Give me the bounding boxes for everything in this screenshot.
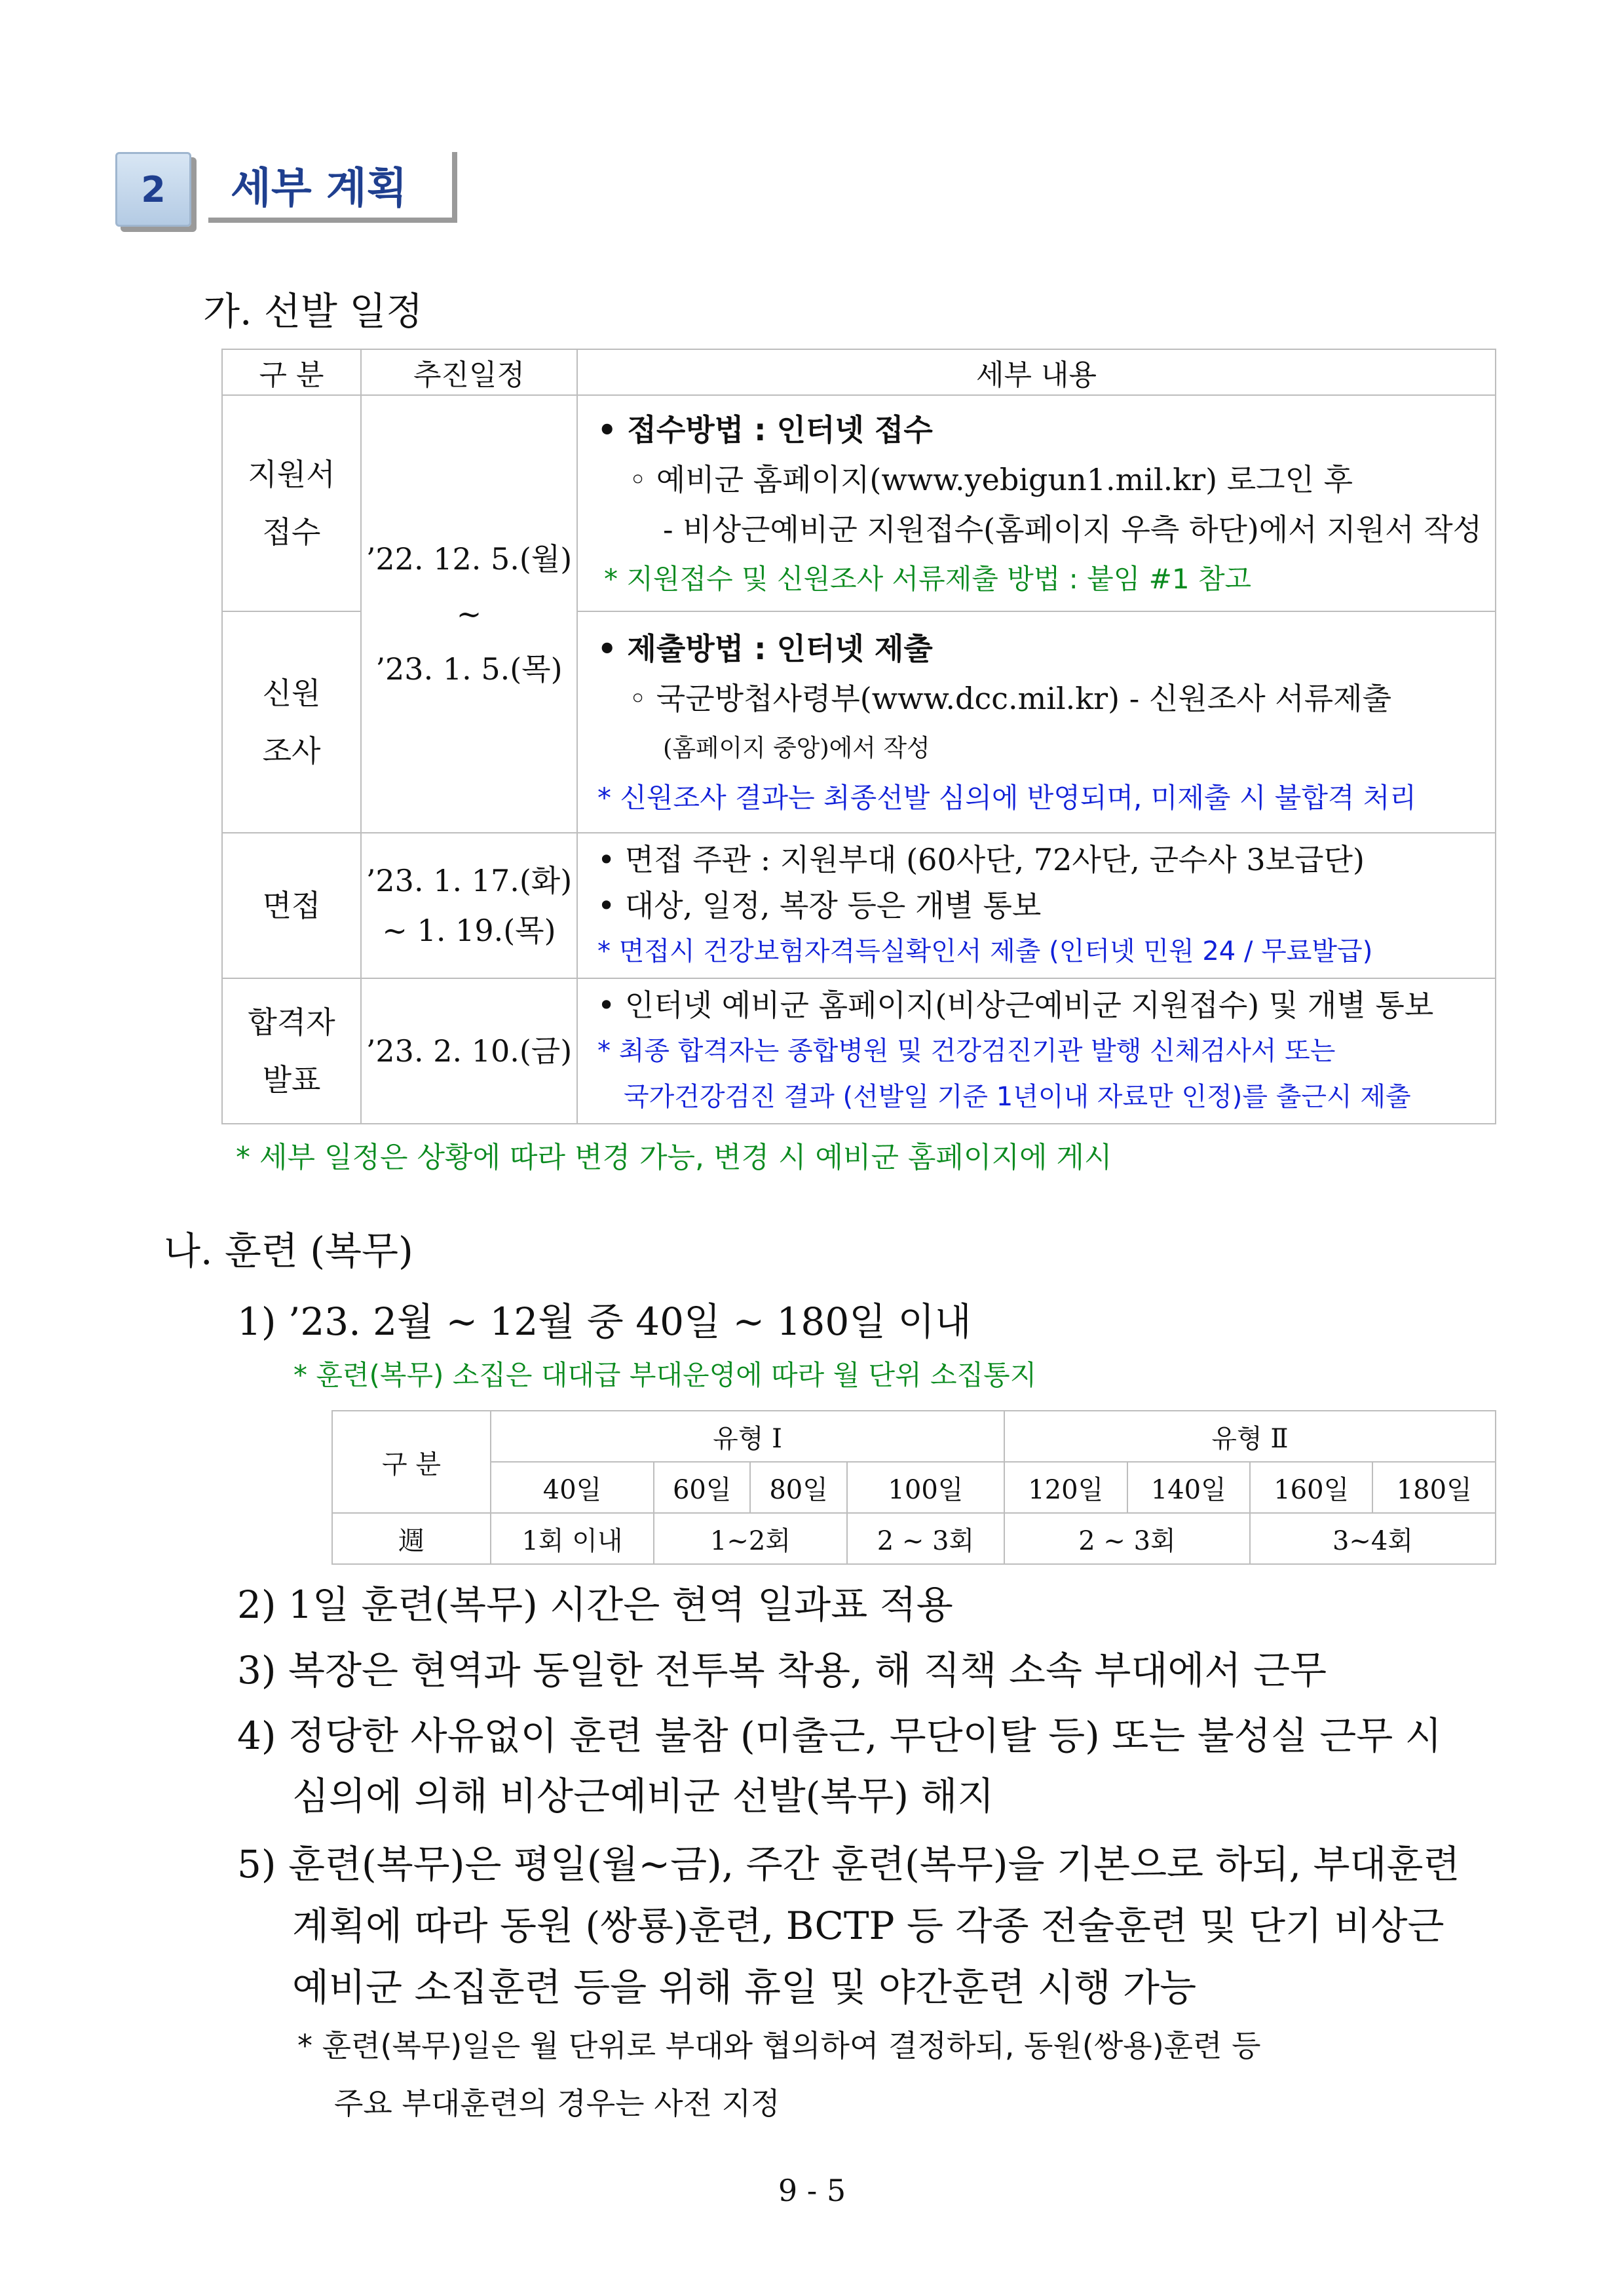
- item-3: 3) 복장은 현역과 동일한 전투복 착용, 해 직책 소속 부대에서 근무: [237, 1648, 1327, 1693]
- days-cell: 60일: [654, 1462, 750, 1513]
- category-apply: 지원서 접수: [222, 395, 361, 611]
- type-1-header: 유형 Ⅰ: [491, 1411, 1004, 1462]
- section-number-badge: 2: [115, 152, 191, 227]
- subsection-b-title: 나. 훈련 (복무): [164, 1229, 413, 1273]
- header-category: 구 분: [222, 349, 361, 395]
- item-5-continued-2: 예비군 소집훈련 등을 위해 휴일 및 야간훈련 시행 가능: [292, 1965, 1197, 2010]
- week-label: 週: [332, 1513, 491, 1564]
- item-1-note: * 훈련(복무) 소집은 대대급 부대운영에 따라 월 단위 소집통지: [293, 1359, 1037, 1391]
- subsection-a-title: 가. 선발 일정: [203, 289, 423, 334]
- week-cell: 2 ~ 3회: [847, 1513, 1004, 1564]
- interview-details: • 면접 주관 : 지원부대 (60사단, 72사단, 군수사 3보급단) • 대상, 일정, 복장 등은 개별 통보 * 면접시 건강보험자격득실확인서 제출 (인터넷 민원 24 / 무료발급): [577, 833, 1496, 978]
- days-cell: 140일: [1127, 1462, 1250, 1513]
- check-details: • 제출방법 : 인터넷 제출 ◦ 국군방첩사령부(www.dcc.mil.kr) - 신원조사 서류제출 (홈페이지 중앙)에서 작성 * 신원조사 결과는 최종선발 심의에 반영되며, 미제출 시 불합격 처리: [577, 611, 1496, 833]
- week-cell: 1~2회: [654, 1513, 847, 1564]
- days-cell: 40일: [491, 1462, 654, 1513]
- item-5-continued: 계획에 따라 동원 (쌍룡)훈련, BCTP 등 각종 전술훈련 및 단기 비상근: [292, 1904, 1445, 1948]
- week-cell: 2 ~ 3회: [1004, 1513, 1250, 1564]
- item-5: 5) 훈련(복무)은 평일(월~금), 주간 훈련(복무)을 기본으로 하되, 부대훈련: [237, 1842, 1460, 1886]
- page-number: 9 - 5: [778, 2173, 846, 2208]
- schedule-row-apply: [222, 395, 1496, 611]
- section-title: 세부 계획: [208, 152, 457, 223]
- item-1: 1) ’23. 2월 ~ 12월 중 40일 ~ 180일 이내: [237, 1299, 972, 1344]
- days-cell: 120일: [1004, 1462, 1127, 1513]
- apply-details: • 접수방법 : 인터넷 접수 ◦ 예비군 홈페이지(www.yebigun1.mil.kr) 로그인 후 - 비상근예비군 지원접수(홈페이지 우측 하단)에서 지원서 작성 * 지원접수 및 신원조사 서류제출 방법 : 붙임 #1 참고: [577, 395, 1496, 611]
- days-cell: 160일: [1250, 1462, 1372, 1513]
- schedule-row-interview: [222, 833, 1496, 978]
- schedule-note: * 세부 일정은 상황에 따라 변경 가능, 변경 시 예비군 홈페이지에 게시: [236, 1141, 1112, 1174]
- header-dates: 추진일정: [361, 349, 577, 395]
- days-cell: 180일: [1372, 1462, 1496, 1513]
- type-label: 구 분: [332, 1411, 491, 1513]
- type-header-row: [332, 1411, 1496, 1462]
- category-result: 합격자 발표: [222, 978, 361, 1124]
- schedule-header-row: [222, 349, 1496, 395]
- item-5-note: * 훈련(복무)일은 월 단위로 부대와 협의하여 결정하되, 동원(쌍용)훈련 등: [297, 2028, 1261, 2063]
- item-4: 4) 정당한 사유없이 훈련 불참 (미출근, 무단이탈 등) 또는 불성실 근무 시: [237, 1713, 1442, 1758]
- week-cell: 1회 이내: [491, 1513, 654, 1564]
- apply-date-range: ’22. 12. 5.(월) ~ ’23. 1. 5.(목): [361, 395, 577, 833]
- days-row: [332, 1462, 1496, 1513]
- type-2-header: 유형 Ⅱ: [1004, 1411, 1496, 1462]
- item-4-continued: 심의에 의해 비상근예비군 선발(복무) 해지: [292, 1774, 994, 1818]
- days-cell: 80일: [750, 1462, 846, 1513]
- week-cell: 3~4회: [1250, 1513, 1496, 1564]
- item-5-note-continued: 주요 부대훈련의 경우는 사전 지정: [334, 2086, 780, 2121]
- interview-dates: ’23. 1. 17.(화) ~ 1. 19.(목): [361, 833, 577, 978]
- days-cell: 100일: [847, 1462, 1004, 1513]
- result-date: ’23. 2. 10.(금): [361, 978, 577, 1124]
- header-details: 세부 내용: [577, 349, 1496, 395]
- schedule-table: [221, 349, 1496, 1124]
- result-details: • 인터넷 예비군 홈페이지(비상근예비군 지원접수) 및 개별 통보 * 최종 합격자는 종합병원 및 건강검진기관 발행 신체검사서 또는 국가건강검진 결과 (선발일 기준 1년이내 자료만 인정)를 출근시 제출: [577, 978, 1496, 1124]
- service-type-table: [331, 1410, 1496, 1565]
- week-row: [332, 1513, 1496, 1564]
- category-interview: 면접: [222, 833, 361, 978]
- category-check: 신원 조사: [222, 611, 361, 833]
- item-2: 2) 1일 훈련(복무) 시간은 현역 일과표 적용: [237, 1582, 953, 1627]
- schedule-row-result: [222, 978, 1496, 1124]
